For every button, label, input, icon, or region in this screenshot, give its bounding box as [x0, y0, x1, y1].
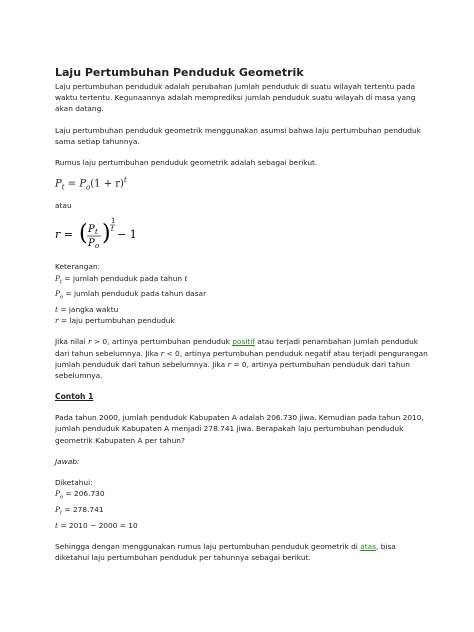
formula-rate-num-sub: t [95, 228, 98, 237]
formula-rate [55, 217, 430, 251]
formula-rate-num: P [88, 224, 95, 236]
formula-rate-tail: − 1 [117, 228, 137, 242]
diketahui-line: $P_t = 278.741$ [55, 504, 104, 517]
keterangan-line: $P_t$ = jumlah penduduk pada tahun t [55, 273, 188, 286]
atas-link[interactable]: atas [360, 541, 377, 551]
formula-rate-den: P [88, 238, 95, 250]
exp-num: 1 [111, 217, 116, 226]
contoh-heading: Contoh 1 [55, 392, 94, 402]
exp-den: t [111, 225, 114, 234]
growth-interpretation-paragraph: Jika nilai r > 0, artinya pertumbuhan penduduk positif atau terjadi penambahan jumlah penduduk dari tahun sebelumnya. Jika r < 0, artinya pertumbuhan penduduk negatif atau terjadi pengurangan jumlah penduduk dari tahun sebelumnya. Jika r = 0, artinya pertumbuhan penduduk dari tahun sebelumnya. [55, 337, 428, 380]
diketahui-label: Diketahui: [55, 478, 93, 487]
positif-link[interactable]: positif [232, 337, 255, 347]
contoh-paragraph: Pada tahun 2000, jumlah penduduk Kabupaten A adalah 206.730 jiwa. Kemudian pada tahun 2010, jumlah penduduk Kabupaten A menjadi 278.741 jiwa. Berapakah laju pertumbuhan penduduk geometrik Kabupaten A per tahun? [55, 413, 424, 445]
document-page [55, 66, 430, 563]
keterangan-label: Keterangan: [55, 262, 101, 272]
diketahui-line: t = 2010 − 2000 = 10 [55, 520, 138, 530]
formula-rate-den-sub: o [95, 242, 100, 251]
diketahui-line: $P_o = 206.730$ [55, 489, 105, 501]
keterangan-line: r = laju pertumbuhan penduduk [55, 316, 175, 326]
page-title: Laju Pertumbuhan Penduduk Geometrik [55, 66, 304, 79]
paren-open: ( [79, 221, 88, 247]
formula-rate-lhs: r = [55, 228, 73, 242]
formula-intro-paragraph: Rumus laju pertumbuhan penduduk geometrik adalah sebagai berikut. [55, 158, 318, 168]
intro-paragraph: Laju pertumbuhan penduduk adalah perubahan jumlah penduduk di suatu wilayah tertentu pada waktu tertentu. Kegunaannya adalah memprediksi jumlah penduduk suatu wilayah di masa yang akan datang. [55, 82, 416, 114]
atau-label: atau [55, 201, 72, 211]
formula-geometric: $P_t = P_o(1 + r)^t$ [55, 176, 127, 192]
keterangan-line: t = jangka waktu [55, 304, 119, 314]
keterangan-line: $P_o$ = jumlah penduduk pada tahun dasar [55, 289, 207, 301]
conclusion-paragraph: Sehingga dengan menggunakan rumus laju pertumbuhan penduduk geometrik di atas, bisa diketahui laju pertumbuhan penduduk per tahunnya sebagai berikut. [55, 541, 396, 562]
formula-rate-svg [55, 217, 195, 251]
paren-close: ) [102, 221, 111, 247]
definition-paragraph: Laju pertumbuhan penduduk geometrik menggunakan asumsi bahwa laju pertumbuhan penduduk sama setiap tahunnya. [55, 125, 421, 146]
jawab-label: Jawab: [55, 456, 80, 466]
